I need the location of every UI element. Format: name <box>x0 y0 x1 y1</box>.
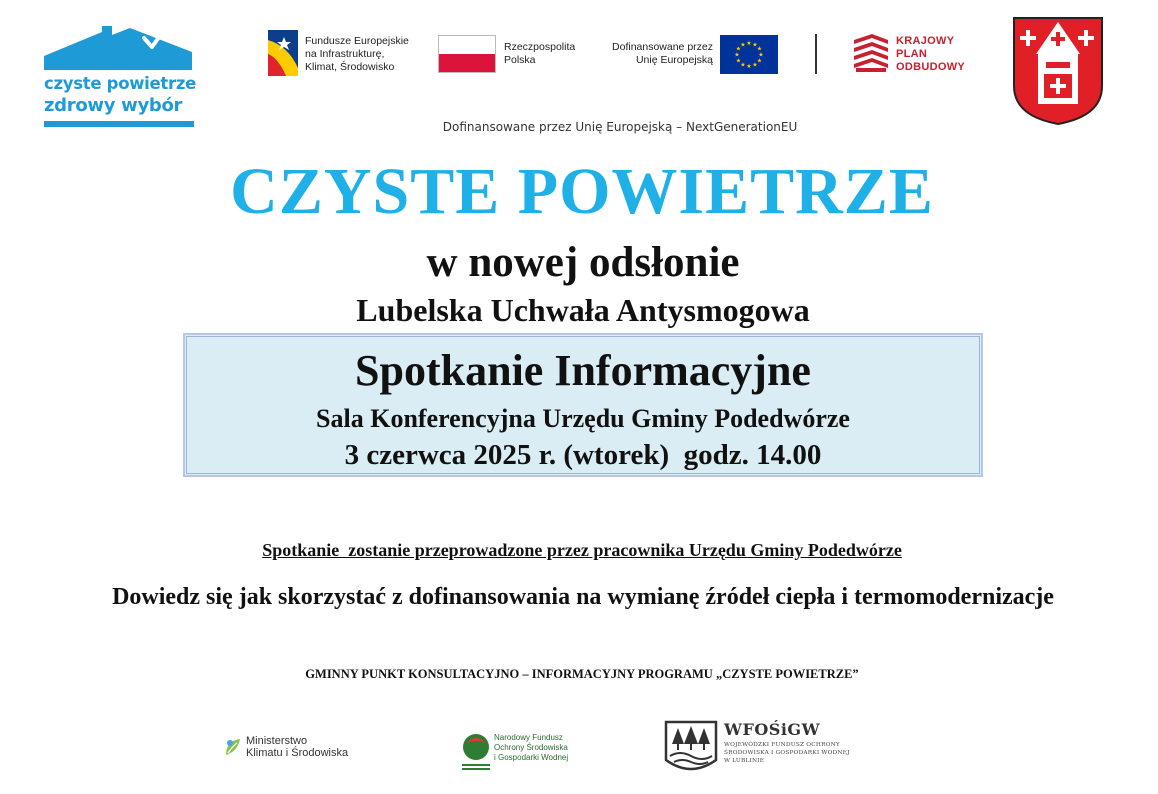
svg-text:★: ★ <box>756 57 763 65</box>
fundusze-text: Fundusze Europejskie na Infrastrukturę, Klimat, Środowisko <box>305 35 409 73</box>
czyste-powietrze-logo <box>42 26 197 130</box>
ministry-text: Ministerstwo Klimatu i Środowiska <box>246 735 349 759</box>
svg-text:★: ★ <box>756 45 763 53</box>
conducted-by-note: Spotkanie zostanie przeprowadzone przez pracownika Urzędu Gminy Podedwórze <box>262 540 902 560</box>
header-divider <box>815 34 817 74</box>
wfosigw-subtitle: WOJEWÓDZKI FUNDUSZ OCHRONY ŚRODOWISKA I GOSPODARKI WODNEJ W LUBLINIE <box>724 742 850 764</box>
nfosigw-tree-icon <box>460 733 492 773</box>
svg-text:★: ★ <box>740 41 746 49</box>
ministry-leaf-icon <box>224 737 242 757</box>
poland-logo <box>438 35 588 77</box>
czyste-logo-line2: zdrowy wybór <box>44 95 183 116</box>
wfosigw-logo <box>664 720 864 776</box>
svg-text:★: ★ <box>735 57 742 65</box>
poland-flag-icon <box>438 35 496 73</box>
poland-text: Rzeczpospolita Polska <box>504 41 576 66</box>
svg-text:★: ★ <box>746 40 752 47</box>
meeting-date: 3 czerwca 2025 r. (wtorek) godz. 14.00 <box>344 439 822 471</box>
ministry-logo <box>224 735 374 765</box>
svg-text:★: ★ <box>752 41 758 49</box>
coat-of-arms <box>1012 16 1104 126</box>
meeting-title: Spotkanie Informacyjne <box>355 346 811 395</box>
svg-text:★: ★ <box>735 45 742 53</box>
meeting-box <box>183 333 983 477</box>
fundusze-europejskie-logo <box>268 28 428 80</box>
nfosigw-text: Narodowy Fundusz Ochrony Środowiska i Gospodarki Wodnej <box>494 733 569 762</box>
svg-text:★: ★ <box>746 63 752 70</box>
page-title: CZYSTE POWIETRZE <box>230 155 934 228</box>
consultation-point: GMINNY PUNKT KONSULTACYJNO – INFORMACYJNY PROGRAMU „CZYSTE POWIETRZE” <box>305 667 859 681</box>
eu-logo <box>603 35 783 77</box>
wfosigw-name: WFOŚiGW <box>724 720 821 739</box>
fe-star-icon <box>268 28 300 78</box>
kpo-text: KRAJOWY PLAN ODBUDOWY <box>896 35 966 73</box>
learn-headline: Dowiedz się jak skorzystać z dofinansowania na wymianę źródeł ciepła i termomodernizacje <box>112 584 1054 610</box>
nextgen-caption: Dofinansowane przez Unię Europejską – NextGenerationEU <box>442 120 798 134</box>
program-name: Lubelska Uchwała Antysmogowa <box>356 292 810 328</box>
czyste-logo-line1: czyste powietrze <box>44 74 197 93</box>
svg-text:★: ★ <box>734 51 740 59</box>
page-subtitle: w nowej odsłonie <box>426 239 740 286</box>
svg-text:★: ★ <box>758 51 764 59</box>
eu-text: Dofinansowane przez Unię Europejską <box>612 41 713 66</box>
coat-of-arms-icon <box>1012 16 1104 126</box>
meeting-place: Sala Konferencyjna Urzędu Gminy Podedwórze <box>316 404 850 433</box>
nfosigw-logo <box>460 733 590 773</box>
kpo-logo <box>852 34 982 78</box>
house-check-icon <box>42 26 194 74</box>
wfosigw-forest-icon <box>664 720 718 776</box>
kpo-mark-icon <box>852 34 890 74</box>
svg-text:★: ★ <box>740 61 746 69</box>
eu-flag-icon <box>720 35 778 74</box>
svg-text:★: ★ <box>752 61 758 69</box>
